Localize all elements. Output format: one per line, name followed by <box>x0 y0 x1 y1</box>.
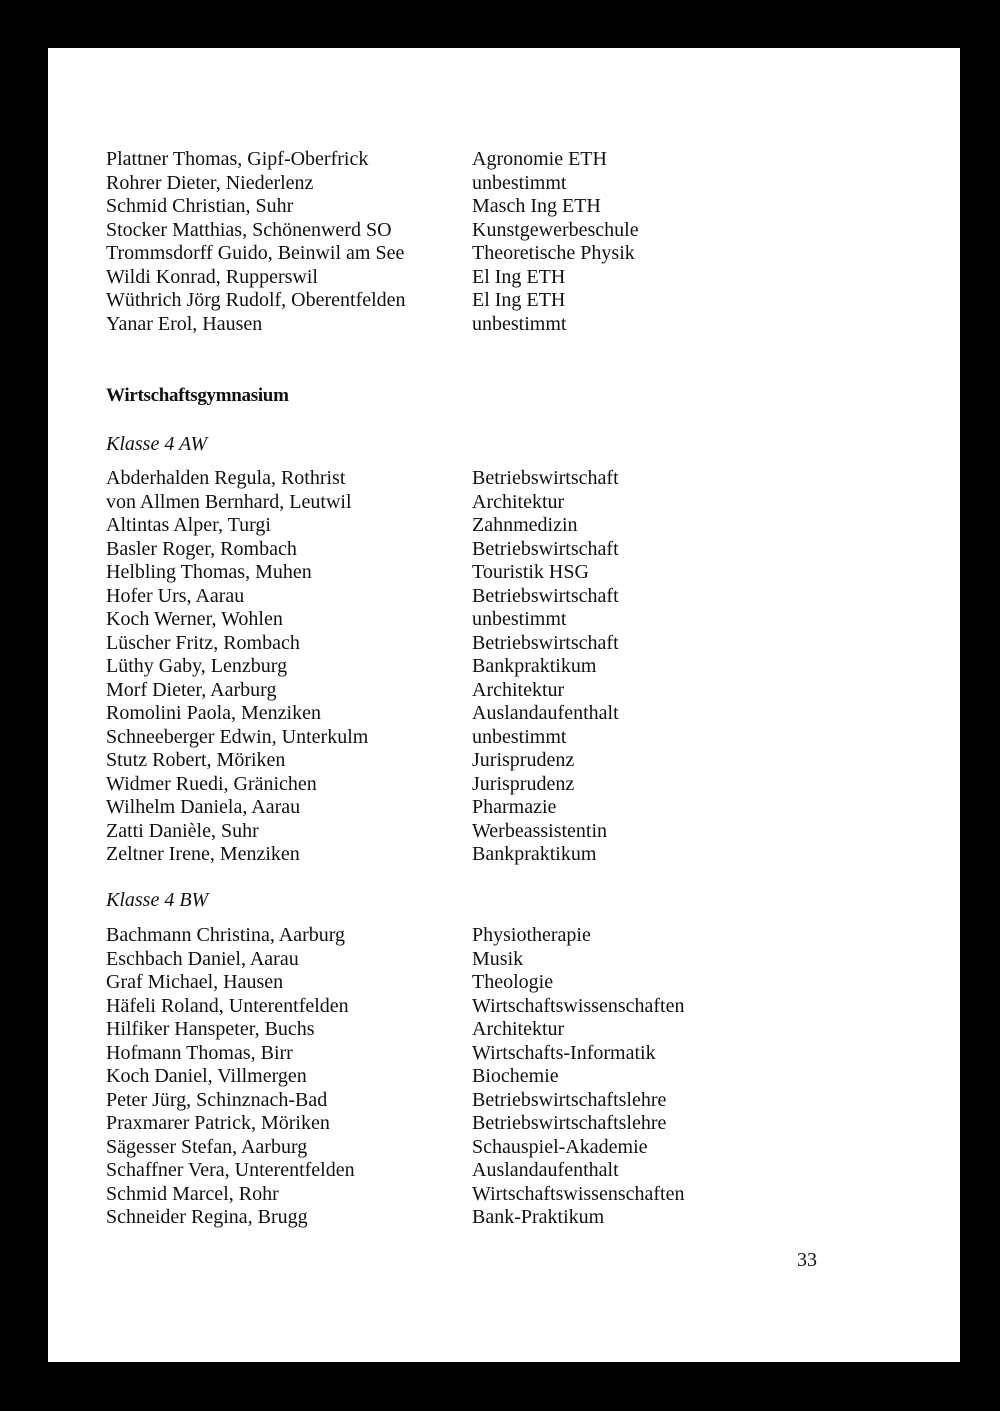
student-name: Zeltner Irene, Menziken <box>106 843 300 865</box>
study-field: Schauspiel-Akademie <box>472 1135 648 1158</box>
student-name: Schmid Christian, Suhr <box>106 195 294 217</box>
study-field: Wirtschaftswissenschaften <box>472 994 685 1017</box>
study-field: Musik <box>472 947 524 970</box>
list-item <box>106 148 926 172</box>
graduate-list-4bw <box>106 924 926 1230</box>
student-name: Eschbach Daniel, Aarau <box>106 947 299 970</box>
study-field: Betriebswirtschaft <box>472 537 619 560</box>
list-item <box>106 608 926 632</box>
list-item <box>106 773 926 797</box>
list-item <box>106 971 926 995</box>
list-item <box>106 491 926 515</box>
student-name: von Allmen Bernhard, Leutwil <box>106 490 352 513</box>
student-name: Wilhelm Daniela, Aarau <box>106 796 301 818</box>
study-field: El Ing ETH <box>472 289 566 311</box>
list-item <box>106 1183 926 1207</box>
study-field: Auslandaufenthalt <box>472 702 619 724</box>
study-field: Touristik HSG <box>472 561 589 583</box>
student-name: Koch Daniel, Villmergen <box>106 1065 307 1087</box>
study-field: Kunstgewerbeschule <box>472 218 639 241</box>
list-item <box>106 1159 926 1183</box>
student-name: Plattner Thomas, Gipf-Oberfrick <box>106 148 369 170</box>
list-item <box>106 1112 926 1136</box>
list-item <box>106 1065 926 1089</box>
student-name: Abderhalden Regula, Rothrist <box>106 467 346 489</box>
student-name: Bachmann Christina, Aarburg <box>106 924 346 946</box>
list-item <box>106 924 926 948</box>
list-item <box>106 467 926 491</box>
study-field: Betriebswirtschaft <box>472 584 619 607</box>
study-field: Masch Ing ETH <box>472 195 601 217</box>
list-item <box>106 561 926 585</box>
study-field: Jurisprudenz <box>472 772 575 795</box>
student-name: Basler Roger, Rombach <box>106 537 297 560</box>
list-item <box>106 843 926 867</box>
study-field: Architektur <box>472 1018 565 1040</box>
student-name: Schneeberger Edwin, Unterkulm <box>106 725 369 748</box>
list-item <box>106 749 926 773</box>
document-page <box>48 48 960 1362</box>
student-name: Widmer Ruedi, Gränichen <box>106 772 317 795</box>
list-item <box>106 1089 926 1113</box>
study-field: Wirtschafts-Informatik <box>472 1041 656 1064</box>
study-field: Pharmazie <box>472 796 557 818</box>
page-number: 33 <box>797 1249 817 1271</box>
list-item <box>106 726 926 750</box>
list-item <box>106 679 926 703</box>
student-name: Hofmann Thomas, Birr <box>106 1041 293 1064</box>
student-name: Helbling Thomas, Muhen <box>106 561 312 583</box>
study-field: unbestimmt <box>472 312 567 335</box>
study-field: Bank-Praktikum <box>472 1206 605 1228</box>
student-name: Trommsdorff Guido, Beinwil am See <box>106 242 405 264</box>
list-item <box>106 195 926 219</box>
student-name: Graf Michael, Hausen <box>106 971 284 993</box>
student-name: Rohrer Dieter, Niederlenz <box>106 171 314 194</box>
list-item <box>106 1206 926 1230</box>
student-name: Schaffner Vera, Unterentfelden <box>106 1159 355 1181</box>
student-name: Morf Dieter, Aarburg <box>106 678 277 701</box>
graduate-list-top <box>106 148 926 336</box>
student-name: Yanar Erol, Hausen <box>106 312 263 335</box>
student-name: Wüthrich Jörg Rudolf, Oberentfelden <box>106 289 406 311</box>
study-field: Zahnmedizin <box>472 514 578 536</box>
study-field: Biochemie <box>472 1065 559 1087</box>
student-name: Lüthy Gaby, Lenzburg <box>106 655 288 677</box>
study-field: Physiotherapie <box>472 924 591 946</box>
study-field: Wirtschaftswissenschaften <box>472 1182 685 1205</box>
list-item <box>106 995 926 1019</box>
list-item <box>106 514 926 538</box>
list-item <box>106 538 926 562</box>
study-field: Betriebswirtschaft <box>472 631 619 654</box>
list-item <box>106 1042 926 1066</box>
study-field: Architektur <box>472 490 565 513</box>
study-field: Werbeassistentin <box>472 819 608 842</box>
list-item <box>106 632 926 656</box>
list-item <box>106 313 926 337</box>
list-item <box>106 219 926 243</box>
student-name: Praxmarer Patrick, Möriken <box>106 1112 330 1134</box>
study-field: unbestimmt <box>472 608 567 630</box>
list-item <box>106 702 926 726</box>
student-name: Schneider Regina, Brugg <box>106 1206 308 1228</box>
student-name: Koch Werner, Wohlen <box>106 608 283 630</box>
student-name: Romolini Paola, Menziken <box>106 702 321 724</box>
student-name: Peter Jürg, Schinznach-Bad <box>106 1088 328 1111</box>
student-name: Schmid Marcel, Rohr <box>106 1182 279 1205</box>
list-item <box>106 242 926 266</box>
student-name: Wildi Konrad, Rupperswil <box>106 265 318 288</box>
class-title-4bw: Klasse 4 BW <box>106 889 209 911</box>
list-item <box>106 585 926 609</box>
study-field: Theoretische Physik <box>472 242 635 264</box>
study-field: Bankpraktikum <box>472 655 597 677</box>
study-field: unbestimmt <box>472 725 567 748</box>
student-name: Hilfiker Hanspeter, Buchs <box>106 1018 315 1040</box>
study-field: El Ing ETH <box>472 265 566 288</box>
student-name: Lüscher Fritz, Rombach <box>106 631 300 654</box>
study-field: Theologie <box>472 971 554 993</box>
student-name: Altintas Alper, Turgi <box>106 514 271 536</box>
student-name: Stocker Matthias, Schönenwerd SO <box>106 218 392 241</box>
class-title-4aw: Klasse 4 AW <box>106 433 208 455</box>
study-field: Betriebswirtschaftslehre <box>472 1088 667 1111</box>
list-item <box>106 1018 926 1042</box>
study-field: Bankpraktikum <box>472 843 597 865</box>
list-item <box>106 948 926 972</box>
graduate-list-4aw <box>106 467 926 867</box>
list-item <box>106 796 926 820</box>
study-field: Betriebswirtschaftslehre <box>472 1112 667 1134</box>
list-item <box>106 266 926 290</box>
student-name: Häfeli Roland, Unterentfelden <box>106 994 349 1017</box>
student-name: Stutz Robert, Möriken <box>106 749 286 771</box>
study-field: Betriebswirtschaft <box>472 467 619 489</box>
study-field: Agronomie ETH <box>472 148 607 170</box>
student-name: Zatti Danièle, Suhr <box>106 819 259 842</box>
list-item <box>106 820 926 844</box>
study-field: unbestimmt <box>472 171 567 194</box>
study-field: Architektur <box>472 678 565 701</box>
section-heading: Wirtschaftsgymnasium <box>106 385 289 406</box>
list-item <box>106 655 926 679</box>
student-name: Hofer Urs, Aarau <box>106 584 245 607</box>
list-item <box>106 1136 926 1160</box>
study-field: Auslandaufenthalt <box>472 1159 619 1181</box>
study-field: Jurisprudenz <box>472 749 575 771</box>
list-item <box>106 172 926 196</box>
list-item <box>106 289 926 313</box>
student-name: Sägesser Stefan, Aarburg <box>106 1135 308 1158</box>
